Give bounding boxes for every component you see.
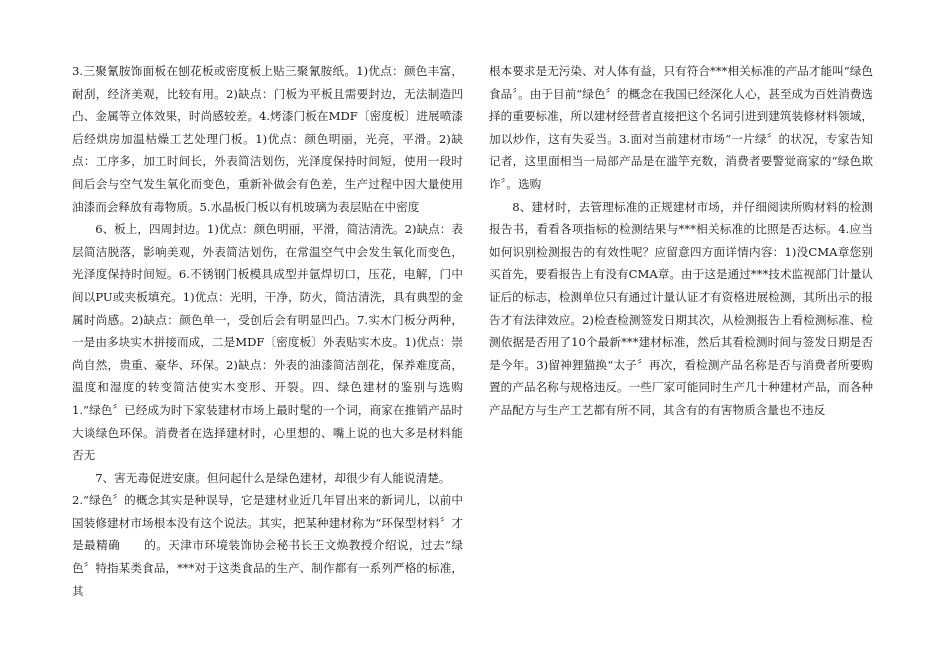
paragraph-6-panel: 6、板上，四周封边。1)优点：颜色明丽，平滑，简洁清洗。2)缺点：表层简洁脱落，影响美观，外表简洁划伤，在常温空气中会发生氧化而变色，光泽度保持时间短。6.不锈钢门板模具成型并氩焊切口，压花，电解，门中间以PU或夹板填充。1)优点：光明，干净，防火，简洁清洗，具有典型的金属时尚感。2)缺点：颜色单一，受创后会有明显凹凸。7.实木门板分两种，一是由多块实木拼接而成，二是MDF〔密度板〕外表贴实木皮。1)优点：崇尚自然，贵重、豪华、环保。2)缺点：外表的油漆简洁剖花，保养难度高，温度和湿度的转变简洁使实木变形、开裂。四、绿色建材的鉴别与选购 1.“绿色〞已经成为时下家装建材市场上最时髦的一个词，商家在推销产品时大谈绿色环保。消费者在选择建材时，心里想的、嘴上说的也大多是材料能否无: [72, 222, 463, 463]
paragraph-7-green-materials: 7、害无毒促进安康。但问起什么是绿色建材，却很少有人能说清楚。: [95, 470, 451, 485]
paragraph-8-purchase-advice: 8、建材时，去管理标准的正规建材市场，并仔细阅读所购材料的检测报告书，看看各项指标的检测结果与***相关标准的比照是否达标。4.应当如何识别检测报告的有效性呢？应留意四方面详情内容：1)没CMA章您别买首先，要看报告上有没有CMA章。由于这是通过***技术监视部门计量认证后的标志，检测单位只有通过计量认证才有资格进展检测，其所出示的报告才有法律效应。2)检查检测签发日期其次，从检测报告上看检测标准、检测依据是否用了10个最新***建材标准，然后其看检测时间与签发日期是否是今年。3)留神狸猫换“太子〞再次，看检测产品名称是否与消费者所要购置的产品名称与规格违反。一些厂家可能同时生产几十种建材产品，而各种产品配方与生产工艺都有所不同，其含有的有害物质含量也不违反: [489, 199, 873, 417]
right-text-column: [489, 60, 873, 422]
paragraph-2-green-concept: 2.“绿色〞的概念其实是种误导，它是建材业近几年冒出来的新词儿，以前中国装修建材市场根本没有这个说法。其实，把某种建材称为“环保型材料〞才是最精确 的。天津市环境装饰协会秘书长王文焕教授介绍说，过去“绿色〞特指某类食品，***对于这类食品的生产、制作都有一系列严格的标准，其: [72, 493, 463, 598]
paragraph-green-food-standard: 根本要求是无污染、对人体有益，只有符合***相关标准的产品才能叫“绿色食品〞。由于目前“绿色〞的概念在我国已经深化人心，甚至成为百姓消费选择的重要标准，所以建材经营者直接把这个名词引进到建筑装修材料领域，加以炒作，这有失妥当。3.面对当前建材市场“一片绿〞的状况，专家告知记者，这里面相当一局部产品是在滥竽充数，消费者要警觉商家的“绿色欺诈〞。选购: [489, 64, 873, 191]
left-text-column: [72, 60, 463, 602]
paragraph-3-melamine-panel: 3.三聚氰胺饰面板在刨花板或密度板上贴三聚氰胺纸。1)优点：颜色丰富，耐刮，经济美观，比较有用。2)缺点：门板为平板且需要封边，无法制造凹凸、金属等立体效果，时尚感较差。4.烤漆门板在MDF〔密度板〕进展喷漆后经烘房加温枯燥工艺处理门板。1)优点：颜色明丽，光亮，平滑。2)缺点：工序多，加工时间长，外表简洁划伤，光泽度保持时间短，使用一段时间后会与空气发生氧化而变色，重新补做会有色差，生产过程中因大量使用油漆而会释放有毒物质。5.水晶板门板以有机玻璃为表层贴在中密度: [72, 64, 463, 214]
